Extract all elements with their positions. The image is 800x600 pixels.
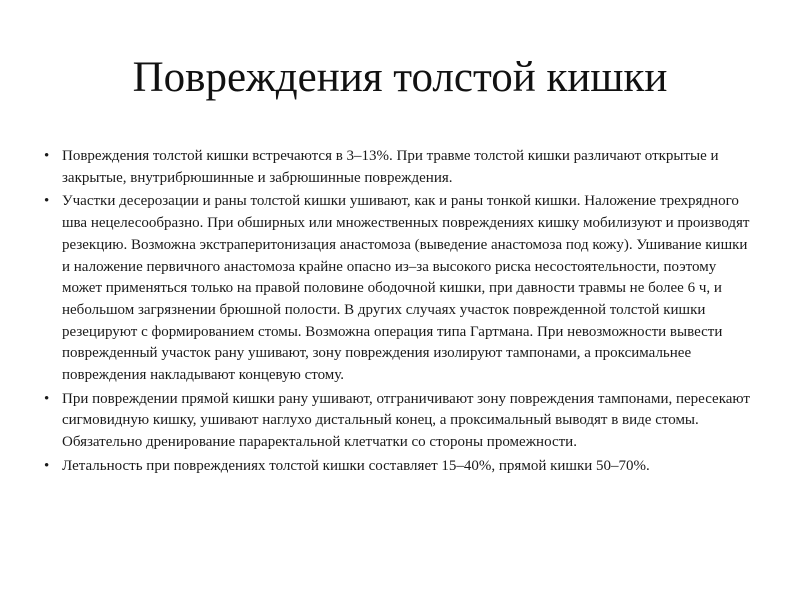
- bullet-item: [44, 146, 756, 189]
- bullet-list: [44, 146, 756, 480]
- bullet-text: Повреждения толстой кишки встречаются в 3–13%. При травме толстой кишки различают открытые и закрытые, внутрибрюшинные и забрюшинные повреждения.: [62, 148, 719, 186]
- bullet-marker: •: [44, 148, 50, 164]
- bullet-marker: •: [44, 457, 50, 474]
- bullet-marker: •: [44, 390, 50, 407]
- bullet-text: При повреждении прямой кишки рану ушивают, отграничивают зону повреждения тампонами, пересекают сигмовидную кишку, ушивают наглухо дистальный конец, а проксимальный выводят в виде стомы. Обязательно дренирование параректальной клетчатки со стороны промежности.: [62, 390, 750, 451]
- slide-title: Повреждения толстой кишки: [132, 54, 668, 101]
- bullet-text: Летальность при повреждениях толстой кишки составляет 15–40%, прямой кишки 50–70%.: [62, 457, 650, 474]
- bullet-item: [44, 389, 756, 454]
- bullet-text: Участки десерозации и раны толстой кишки ушивают, как и раны тонкой кишки. Наложение трехрядного шва нецелесообразно. При обширных или множественных повреждениях кишку мобилизуют и производят резекцию. Возможна экстраперитонизация анастомоза (выведение анастомоза под кожу). Ушивание кишки и наложение первичного анастомоза крайне опасно из–за высокого риска несостоятельности, поэтому может применяться только на правой половине ободочной кишки, при давности травмы не более 6 ч, и небольшом загрязнении брюшной полости. В других случаях участок поврежденной толстой кишки резецируют с формированием стомы. Возможна операция типа Гартмана. При невозможности вывести поврежденный участок рану ушивают, зону повреждения изолируют тампонами, а проксимальнее повреждения накладывают концевую стому.: [62, 193, 750, 384]
- bullet-marker: •: [44, 193, 50, 210]
- bullet-item: [44, 191, 756, 386]
- bullet-item: [44, 456, 756, 478]
